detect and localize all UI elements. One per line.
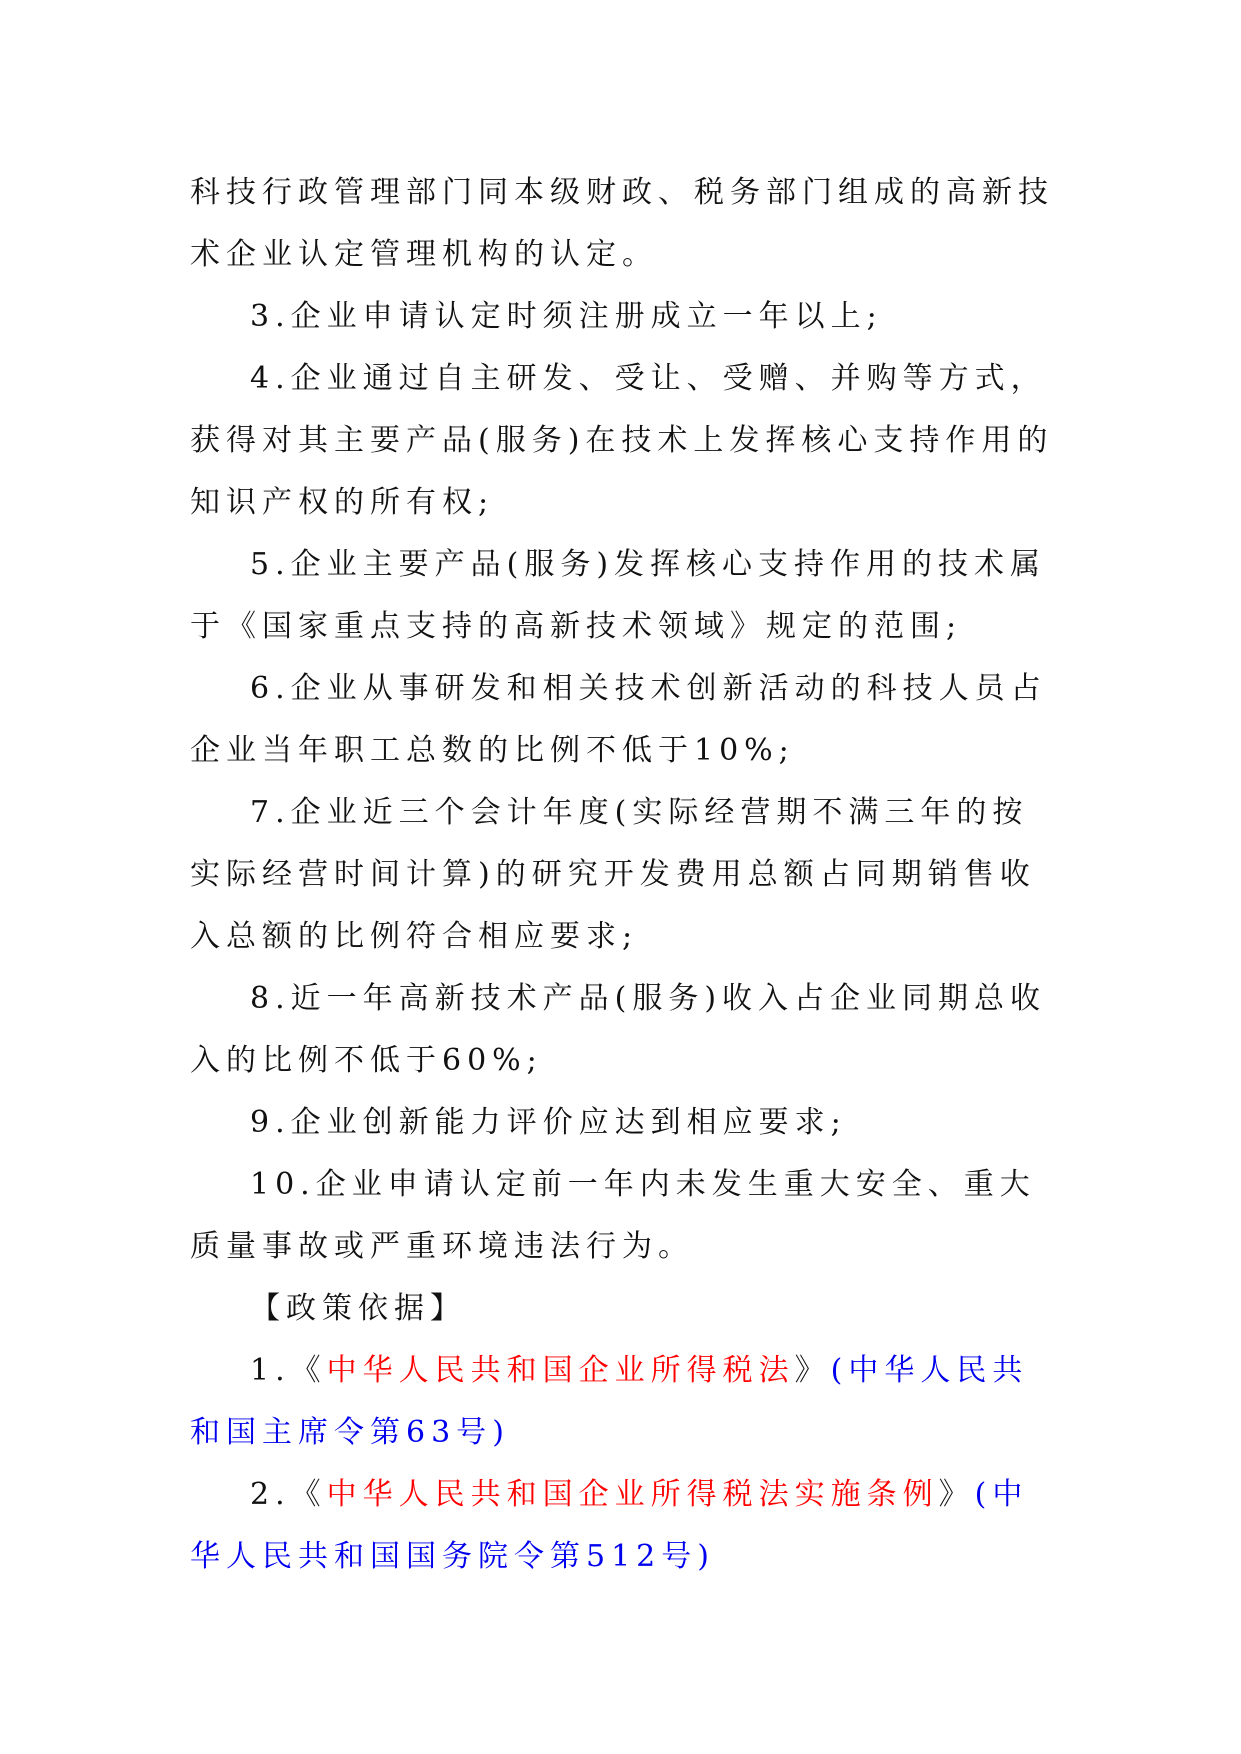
law-source-link[interactable]: 中华人民共和国国务院令第512号 — [190, 1477, 1029, 1574]
law-name-link[interactable]: 中华人民共和国企业所得税法实施条例 — [326, 1477, 939, 1512]
requirement-7: 7.企业近三个会计年度(实际经营期不满三年的按实际经营时间计算)的研究开发费用总额占同期销售收入总额的比例符合相应要求; — [190, 795, 1036, 954]
requirement-4: 4.企业通过自主研发、受让、受赠、并购等方式，获得对其主要产品(服务)在技术上发挥核心支持作用的知识产权的所有权; — [190, 361, 1054, 520]
policy-item-1 — [190, 1340, 1060, 1464]
law-name-link[interactable]: 中华人民共和国企业所得税法 — [326, 1353, 795, 1388]
requirement-8: 8.近一年高新技术产品(服务)收入占企业同期总收入的比例不低于60%; — [190, 981, 1047, 1078]
open-paren: ( — [974, 1477, 993, 1512]
close-paren: ) — [697, 1539, 715, 1574]
close-paren: ) — [492, 1415, 510, 1450]
policy-item-2 — [190, 1464, 1060, 1588]
paragraph-continuation: 科技行政管理部门同本级财政、税务部门组成的高新技术企业认定管理机构的认定。 — [190, 175, 1054, 272]
open-book-quote: 《 — [290, 1477, 327, 1512]
requirement-6: 6.企业从事研发和相关技术创新活动的科技人员占企业当年职工总数的比例不低于10%; — [190, 671, 1047, 768]
requirement-5: 5.企业主要产品(服务)发挥核心支持作用的技术属于《国家重点支持的高新技术领域》规定的范围; — [190, 547, 1047, 644]
policy-item-number: 1. — [250, 1353, 291, 1388]
requirement-10: 10.企业申请认定前一年内未发生重大安全、重大质量事故或严重环境违法行为。 — [190, 1167, 1036, 1264]
policy-item-number: 2. — [250, 1477, 291, 1512]
requirement-3: 3.企业申请认定时须注册成立一年以上; — [250, 299, 883, 334]
policy-basis-heading: 【政策依据】 — [250, 1291, 466, 1326]
open-book-quote: 《 — [290, 1353, 327, 1388]
requirement-9: 9.企业创新能力评价应达到相应要求; — [250, 1105, 847, 1140]
law-source-link[interactable]: 中华人民共和国主席令第63号 — [190, 1353, 1029, 1450]
close-book-quote: 》 — [794, 1353, 831, 1388]
open-paren: ( — [830, 1353, 849, 1388]
document-body — [190, 162, 1060, 1588]
close-book-quote: 》 — [938, 1477, 975, 1512]
